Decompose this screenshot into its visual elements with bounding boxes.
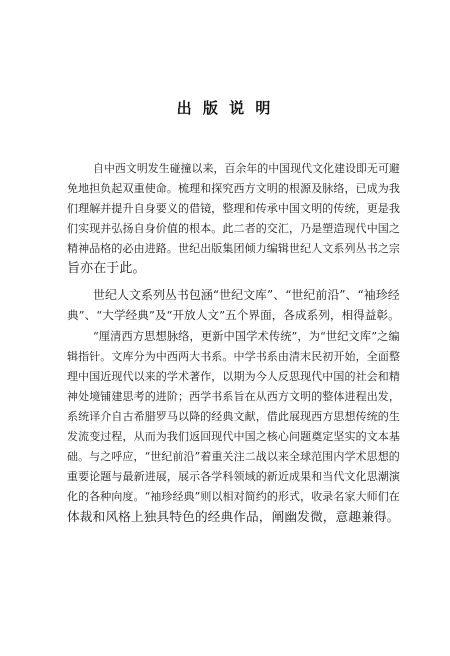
- paragraph-line: 世纪人文系列丛书包涵“世纪文库”、“世纪前沿”、“袖珍经: [93, 288, 400, 302]
- paragraph-line: 精神品格的必由进路。世纪出版集团倾力编辑世纪人文系列丛书之宗: [67, 242, 400, 255]
- paragraph-3: [67, 327, 400, 527]
- paragraph-1: [67, 159, 400, 279]
- paragraph-line: 们实现并弘扬自身价值的根本。此二者的交汇，乃是塑造现代中国之: [67, 222, 400, 235]
- paragraph-line: 体裁和风格上独具特色的经典作品，阐幽发微，意趣兼得。: [67, 509, 400, 524]
- paragraph-line: 免地担负起双重使命。梳理和探究西方文明的根源及脉络，已成为我: [67, 182, 400, 195]
- paragraph-line: 理中国近现代以来的学术著作，以期为今人反思现代中国的社会和精: [67, 370, 400, 383]
- paragraph-line: 旨亦在于此。: [67, 261, 146, 276]
- paragraph-2: [67, 285, 400, 325]
- paragraph-line: 化的各种向度。“袖珍经典”则以相对简约的形式，收录名家大师们在: [67, 490, 400, 503]
- paragraph-line: 重要论题与最新进展，展示各学科领域的新近成果和当代文化思潮演: [67, 470, 400, 483]
- paragraph-line: “厘清西方思想脉络，更新中国学术传统”，为“世纪文库”之编: [93, 330, 400, 343]
- paragraph-line: 系统译介自古希腊罗马以降的经典文献，借此展现西方思想传统的生: [67, 410, 400, 423]
- paragraph-line: 自中西文明发生碰撞以来，百余年的中国现代文化建设即无可避: [93, 162, 400, 175]
- paragraph-line: 础。与之呼应，“世纪前沿”着重关注二战以来全球范围内学术思想的: [67, 450, 400, 463]
- paragraph-line: 神处境铺建思考的进阶；西学书系旨在从西方文明的整体进程出发，: [67, 390, 400, 403]
- paragraph-line: 辑指针。文库分为中西两大书系。中学书系由清末民初开始，全面整: [67, 350, 400, 363]
- paragraph-line: 们理解并提升自身要义的借镜，整理和传承中国文明的传统，更是我: [67, 202, 400, 215]
- paragraph-line: 发流变过程，从而为我们返回现代中国之核心问题奠定坚实的文本基: [67, 430, 400, 443]
- page-title: 出 版 说 明: [176, 99, 274, 117]
- paragraph-line: 典”、“大学经典”及“开放人文”五个界面，各成系列，相得益彰。: [67, 308, 400, 322]
